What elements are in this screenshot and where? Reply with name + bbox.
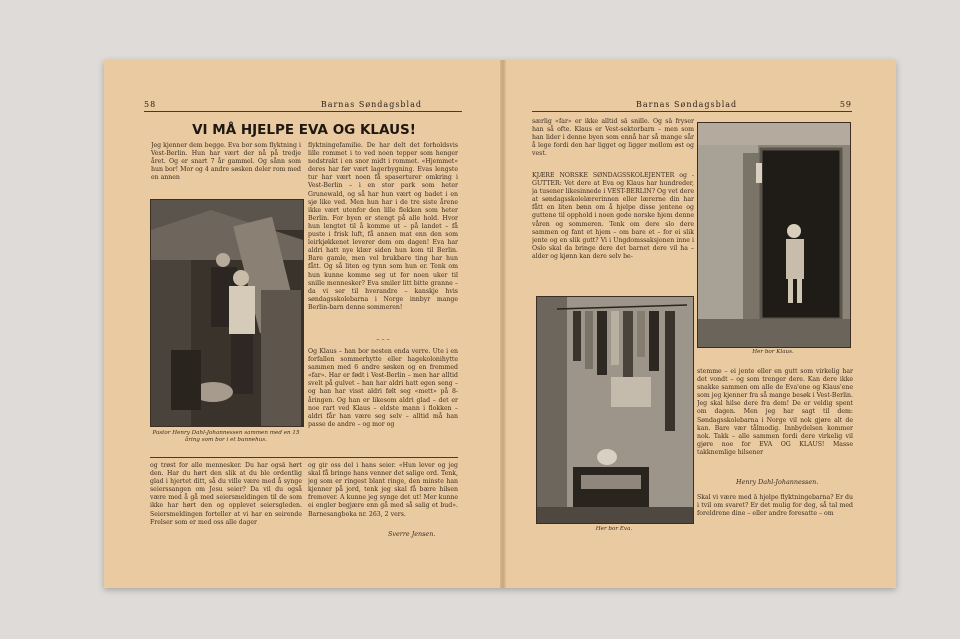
running-title-right: Barnas Søndagsblad — [636, 100, 738, 109]
left-page-header — [144, 100, 462, 109]
right-questions: Skal vi være med å hjelpe flyktningebarna? Er du i tvil om svaret? Er det mulig for deg, så tal med foreldrene dine – eller andre foresatte – om — [697, 494, 853, 518]
photo-eva-room — [536, 296, 694, 524]
right-page — [504, 60, 896, 588]
header-rule-right — [532, 111, 852, 112]
left-bottom-col1: og trøst for alle mennesker. Du har også hørt den. Har du hørt den slik at du ble ordentlig glad i hjertet ditt, så du ville være med å synge seierssangen om Jesu seier? Da vil du også være med å gå med seiersmeldingen til de som ikke har hørt den og opplevet seiersgleden. Seiersmeldingen forteller at vi har en seirende Frelser som er med oss alle dager — [150, 462, 302, 526]
right-col2-text: stemme – ei jente eller en gutt som virkelig har det vondt – og som trenger dere. Kan dere ikke snakke sammen om alle de Eva'ene og Klaus'ene som jeg kjenner fra så mange besøk i Vest-Berlin. Jeg skal hilse dere fra dem! De er veldig spent om dagen. Men jeg har sagt til dem: Søndagsskolebarna i Norge vil nok gjøre alt de kan. Bare vær tålmodig. Innbydelsen kommer nok. Takk – alle sammen fordi dere virkelig vil gjøre noe for EVA OG KLAUS! Masse takknemlige hilsener — [697, 368, 853, 456]
photo-caption-left: Pastor Henry Dahl-Johannessen sammen med en 15 åring som bor i et bunnehus. — [152, 430, 300, 443]
photo-klaus-house — [697, 122, 851, 348]
photo-caption-eva: Her bor Eva. — [595, 526, 633, 532]
right-col1-text: særlig «far» er ikke alltid så snille. Og så fryser han så ofte. Klaus er Vest-sektorbarn – men som han lider i denne byen som ennå har så mange sår å lege fordi den har ligget og ligger mellom øst og vest. — [532, 118, 694, 158]
signature-left: Sverre Jensen. — [388, 530, 436, 538]
header-rule-left — [144, 111, 462, 112]
left-col2-text: flyktningefamilie. De har delt det forholdsvis lille rommet i to ved noen tepper som henger nedstrakt i en snor midt i rommet. «Hjemmet» deres har før vært lagerbygning. Evas lengste tur har vært noen få spaserturer omkring i Vest-Berlin – i en stor park som heter Grunewald, og så har hun vært og badet i en sjø like ved. Men hun har i de tre siste årene ikke vært utenfor den lille flekken som heter Berlin. For byen er stengt på alle hold. Hvor hun lengtet til å komme ut – på landet – få puste i frisk luft, få annen mat enn den som leirkjøkkenet leverer dem om dagen! Eva har aldri hatt nye klær siden hun kom til Berlin. Bare gamle, men vel brukbare ting har hun fått. Og så liten og tynn som hun er. Tenk om hun kunne komme seg ut for noen uker til snille mennesker? Eva smiler litt bitte granne – da vi ser til hverandre – kanskje hvis søndagsskolebarna i Norge innbyr mange Berlin-barn denne sommeren! — [308, 142, 458, 311]
right-page-header — [536, 100, 852, 109]
page-number-right: 59 — [839, 100, 852, 109]
photo-caption-klaus: Her bor Klaus. — [752, 349, 794, 355]
headline: VI MÅ HJELPE EVA OG KLAUS! — [192, 122, 416, 138]
signature-right: Henry Dahl-Johannessen. — [736, 478, 819, 486]
running-title-left: Barnas Søndagsblad — [320, 100, 422, 109]
section-dashes: – – – — [376, 336, 390, 343]
left-col2-klaus: Og Klaus – han bor nesten enda verre. Ute i en forfallen sommerhytte eller hagekolonihytte sammen med 6 andre søsken og en fremmed «far». Har er født i Vest-Berlin – men har alltid svelt på gulvet – han har aldri hatt egen seng – og han har visst aldri følt seg «mett» på 8-åringen. Og han er likesom aldri glad – det er noe rart ved Klaus – eldste mann i flokken – aldri får han være seg selv – alltid må han passe de andre – og mor og — [308, 348, 458, 428]
bottom-rule-left — [150, 457, 458, 458]
page-number-left: 58 — [144, 100, 157, 109]
right-col1-appeal: KJÆRE NORSKE SØNDAGSSKOLEJENTER og -GUTTER: Vet dere at Eva og Klaus har hundreder, ja tusener likesinnede i VEST-BERLIN? Og vet dere at søndagsskolelærerinnen eller lærerne din har fått en liten bønn om å hjelpe disse jentene og guttene til opphold i noen gode norske hjem denne våren og sommeren. Tenk om dere slo dere sammen og fant et hjem – om bare et – for ei slik jente og en slik gutt? Vi i Ungdomssaksjonen inne i Oslo skal da bringe dere det barnet dere vil ha – alder og kjønn kan dere selv be- — [532, 172, 694, 260]
left-bottom-col2: og gir oss del i hans seier. «Hun lever og jeg skal få bringe hans venner det salige ord. Tenk, jeg som er ringest blant ringe, den minste han kjenner på jord, tenk jeg skal få bære hilsen fremover. A kunne jeg synge det ut! Mer kunne ei engler begjære enn gå med så salig et bud». Barnesangboka nr. 263, 2 vers. — [308, 462, 458, 518]
center-fold — [500, 60, 506, 588]
left-col1-intro: Jeg kjenner dem begge. Eva bor som flyktning i Vest-Berlin. Hun har vært der nå på tredje året. Og er snart 7 år gammel. Og sånn som hun bor! Mor og 4 andre søsken deler rom med en annen — [151, 142, 301, 182]
photo-pastor-and-boy — [150, 199, 304, 427]
left-page — [104, 60, 500, 588]
